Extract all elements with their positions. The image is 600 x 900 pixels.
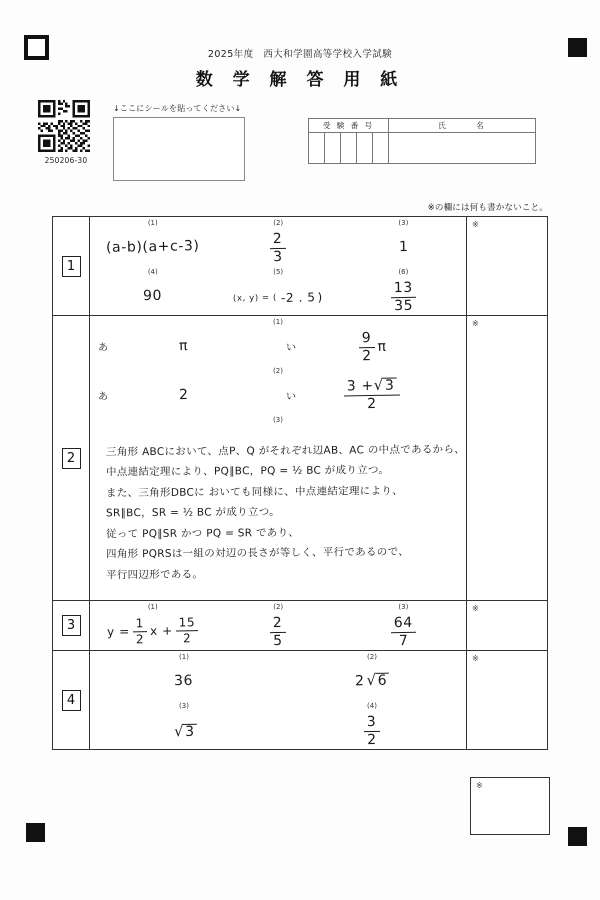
sub-label-row (90, 217, 466, 228)
problem-row-2 (53, 316, 548, 601)
score-mark-icon: ※ (476, 781, 483, 790)
problem-number-cell-3 (53, 601, 90, 651)
fraction-numerator: 64 (391, 616, 416, 633)
answer-cell-2-2-i[interactable] (278, 376, 466, 414)
problem-row-3 (53, 601, 548, 651)
sub-label-3-3: (3) (341, 601, 466, 612)
answer-cell-2-1-a[interactable] (90, 327, 278, 365)
answer-cell-1-1[interactable] (90, 228, 216, 266)
handwritten-answer (233, 290, 323, 306)
problem-row-4 (53, 651, 548, 750)
handwritten-answer (343, 378, 401, 413)
fraction-numerator (344, 378, 400, 397)
problem-answers-4 (90, 651, 467, 750)
handwritten-answer: 2 (179, 386, 189, 404)
coordinate-prefix: (x, y) = ( (233, 293, 278, 304)
fraction-denominator: 2 (361, 347, 372, 364)
sub-label-3-2: (2) (216, 601, 341, 612)
equation-variable: x + (149, 623, 173, 639)
problem-answers-1 (90, 217, 467, 316)
sub-label-3-1: (1) (90, 601, 216, 612)
sticker-instruction-label: ↓ここにシールを貼ってください↓ (113, 104, 242, 113)
proof-line: 中点連結定理により、PQ∥BC，PQ = ½ BC が成り立つ。 (105, 464, 390, 479)
answer-cell-4-2[interactable] (278, 662, 466, 700)
score-mark-icon: ※ (472, 604, 479, 613)
problem-number-cell-2 (53, 316, 90, 601)
answer-cell-3-1[interactable] (90, 612, 216, 650)
score-column-note: ※の欄には何も書かないこと。 (427, 203, 548, 213)
sticker-area (113, 103, 253, 181)
handwritten-answer: π (179, 337, 189, 355)
sub-label-row (90, 700, 466, 711)
handwritten-answer: 1 (398, 238, 409, 256)
exam-number-digit-1[interactable] (309, 133, 325, 164)
answer-table (52, 216, 548, 750)
fraction-unit: π (377, 338, 387, 355)
score-mark-icon: ※ (472, 220, 479, 229)
handwritten-answer (390, 281, 418, 314)
fraction-numerator: 2 (270, 232, 286, 249)
score-mark-icon: ※ (472, 319, 479, 328)
sub-answer-prefix: あ (97, 391, 109, 403)
sub-answer-prefix: い (285, 342, 297, 354)
handwritten-answer (269, 616, 287, 649)
coordinate-value: -2 . 5 (281, 290, 316, 305)
proof-label-row (90, 414, 466, 425)
problem-number-3: 3 (62, 615, 81, 636)
handwritten-answer (390, 616, 418, 649)
handwritten-answer (172, 724, 197, 741)
sub-label-2-1: (1) (90, 316, 466, 327)
sub-label-1-1: (1) (90, 217, 216, 228)
total-score-box[interactable] (470, 777, 550, 835)
score-cell-4[interactable] (467, 651, 548, 750)
qr-block (38, 100, 94, 165)
problem-number-cell-4 (53, 651, 90, 750)
problem-number-4: 4 (62, 690, 81, 711)
fraction-denominator: 3 (273, 248, 284, 265)
answer-cell-3-2[interactable] (216, 612, 341, 650)
exam-number-digit-4[interactable] (357, 133, 373, 164)
fraction-numerator: 2 (270, 616, 286, 633)
examinee-info-table (308, 118, 536, 164)
sticker-drop-box[interactable] (113, 117, 245, 181)
sqrt-icon: √ 6 (366, 672, 389, 689)
answer-row (90, 711, 466, 749)
proof-answer-area[interactable] (90, 425, 466, 600)
name-field[interactable] (389, 133, 536, 164)
answer-cell-1-3[interactable] (341, 228, 466, 266)
exam-number-digit-3[interactable] (341, 133, 357, 164)
problem-2-grid (90, 316, 466, 600)
proof-line: 平行四辺形である。 (105, 568, 204, 582)
form-id-label: 250206-30 (44, 156, 88, 165)
sub-label-4-4: (4) (278, 700, 466, 711)
score-mark-icon: ※ (472, 654, 479, 663)
equation-lhs: y = (106, 624, 130, 639)
sub-label-row (90, 316, 466, 327)
problem-row-1 (53, 217, 548, 316)
answer-cell-1-2[interactable] (216, 228, 341, 266)
exam-number-digit-5[interactable] (373, 133, 389, 164)
numerator-prefix: 3 + (346, 378, 375, 395)
handwritten-answer (355, 672, 390, 689)
sub-answer-prefix: い (285, 391, 297, 403)
answer-cell-4-1[interactable] (90, 662, 278, 700)
reg-mark-bottom-right-icon (568, 827, 587, 846)
reg-mark-bottom-left-icon (26, 823, 45, 842)
sub-label-1-3: (3) (341, 217, 466, 228)
fraction-denominator: 2 (135, 631, 144, 646)
handwritten-answer: 36 (174, 672, 194, 690)
sub-label-1-2: (2) (216, 217, 341, 228)
sub-label-row (90, 365, 466, 376)
name-label: 氏 名 (389, 119, 536, 133)
fraction-denominator: 2 (367, 396, 378, 413)
handwritten-answer (106, 616, 199, 646)
problem-3-grid (90, 601, 466, 650)
info-value-row (309, 133, 536, 164)
document-header (0, 46, 600, 90)
exam-number-digit-2[interactable] (325, 133, 341, 164)
fraction-denominator: 5 (273, 632, 284, 649)
radicand: 3 (383, 378, 397, 395)
proof-line: 四角形 PQRSは一組の対辺の長さが等しく、平行であるので、 (105, 546, 410, 561)
score-cell-2[interactable] (467, 316, 548, 601)
handwritten-answer (269, 232, 287, 265)
sub-label-1-4: (4) (90, 266, 216, 277)
sub-label-4-2: (2) (278, 651, 466, 662)
answer-row (90, 228, 466, 266)
sqrt-icon: √ 3 (174, 724, 197, 741)
fraction-denominator: 2 (182, 630, 192, 645)
proof-line: また、三角形DBCに おいても同様に、中点連結定理により、 (105, 484, 404, 500)
handwritten-answer: (a-b)(a+c-3) (105, 238, 200, 256)
answer-cell-3-3[interactable] (341, 612, 466, 650)
problem-4-grid (90, 651, 466, 749)
radicand: 6 (375, 672, 389, 689)
problem-number-1: 1 (62, 256, 81, 277)
problem-number-2: 2 (62, 448, 81, 469)
fraction-numerator: 15 (175, 616, 198, 631)
answer-row (90, 612, 466, 650)
sqrt-icon: √ 3 (374, 378, 397, 395)
sqrt-coefficient: 2 (354, 673, 365, 690)
sub-answer-prefix: あ (97, 342, 109, 354)
answer-cell-2-1-i[interactable] (278, 327, 466, 365)
qr-code-icon (38, 100, 90, 152)
fraction-numerator: 9 (358, 331, 374, 348)
page-title: 数 学 解 答 用 紙 (195, 70, 405, 90)
fraction-denominator: 35 (393, 297, 414, 314)
problem-1-grid (90, 217, 466, 315)
problem-number-cell-1 (53, 217, 90, 316)
fraction-denominator: 7 (398, 632, 409, 649)
sub-label-row (90, 601, 466, 612)
answer-cell-2-2-a[interactable] (90, 376, 278, 414)
answer-cell-4-4[interactable] (278, 711, 466, 749)
exam-subtitle: 2025年度 西大和学園高等学校入学試験 (207, 49, 393, 60)
sub-label-1-5: (5) (216, 266, 341, 277)
sub-label-4-1: (1) (90, 651, 278, 662)
answer-cell-4-3[interactable] (90, 711, 278, 749)
fraction-numerator: 1 (132, 617, 147, 632)
sub-label-1-6: (6) (341, 266, 466, 277)
proof-line: SR∥BC，SR = ½ BC が成り立つ。 (105, 506, 280, 520)
answer-cell-1-6[interactable] (341, 277, 466, 315)
answer-row (90, 327, 466, 365)
problem-answers-2 (90, 316, 467, 601)
answer-row (90, 662, 466, 700)
handwritten-answer (357, 331, 386, 364)
answer-row (90, 277, 466, 315)
answer-cell-1-4[interactable] (90, 277, 216, 315)
score-cell-3[interactable] (467, 601, 548, 651)
answer-row (90, 376, 466, 414)
answer-cell-1-5[interactable] (216, 277, 341, 315)
proof-line: 従って PQ∥SR かつ PQ = SR であり、 (105, 526, 300, 541)
proof-line: 三角形 ABCにおいて、点P、Q がそれぞれ辺AB、AC の中点であるから、 (105, 443, 466, 459)
handwritten-answer: 90 (143, 287, 163, 305)
exam-number-label: 受 験 番 号 (309, 119, 389, 133)
fraction-numerator: 3 (364, 715, 380, 732)
sub-label-2-3: (3) (90, 414, 466, 425)
fraction-numerator: 13 (391, 281, 416, 298)
score-cell-1[interactable] (467, 217, 548, 316)
radicand: 3 (183, 724, 197, 741)
sub-label-row (90, 266, 466, 277)
sub-label-2-2: (2) (90, 365, 466, 376)
handwritten-answer (363, 715, 381, 748)
problem-answers-3 (90, 601, 467, 651)
sub-label-row (90, 651, 466, 662)
sub-label-4-3: (3) (90, 700, 278, 711)
proof-row (90, 425, 466, 600)
fraction-denominator: 2 (367, 731, 378, 748)
coordinate-suffix: ) (317, 290, 324, 305)
info-header-row (309, 119, 536, 133)
